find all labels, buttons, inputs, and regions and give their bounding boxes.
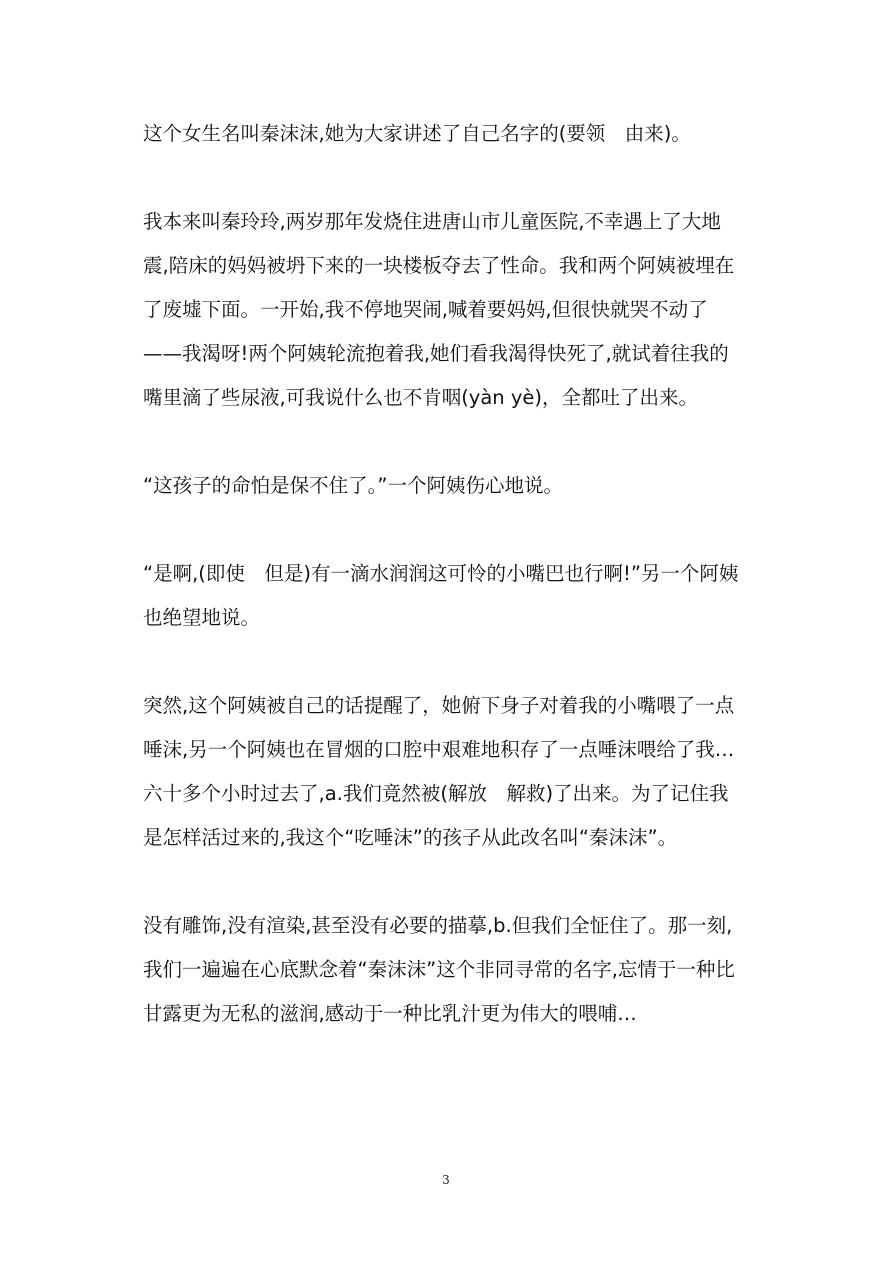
paragraph-rescue: 突然,这个阿姨被自己的话提醒了，她俯下身子对着我的小嘴喂了一点唾沫,另一个阿姨也在冒烟的口腔中艰难地积存了一点唾沫喂给了我…六十多个小时过去了,a.我们竟然被(解放 解救)了出来。为了记住我是怎样活过来的,我这个“吃唾沫”的孩子从此改名叫“秦沫沫”。 [143, 694, 735, 849]
paragraph-aunt-quote-2: “是啊,(即使 但是)有一滴水润润这可怜的小嘴巴也行啊!”另一个阿姨也绝望地说。 [143, 562, 739, 629]
page-number: 3 [442, 1173, 450, 1187]
paragraph-intro: 这个女生名叫秦沫沫,她为大家讲述了自己名字的(要领 由来)。 [143, 122, 691, 145]
paragraph-earthquake-story: 我本来叫秦玲玲,两岁那年发烧住进唐山市儿童医院,不幸遇上了大地震,陪床的妈妈被坍下来的一块楼板夺去了性命。我和两个阿姨被埋在了废墟下面。一开始,我不停地哭闹,喊着要妈妈,但很快就哭不动了——我渴呀!两个阿姨轮流抱着我,她们看我渴得快死了,就试着往我的嘴里滴了些尿液,可我说什么也不肯咽(yàn yè)，全都吐了出来。 [143, 210, 735, 409]
paragraph-aunt-quote-1: “这孩子的命怕是保不住了。”一个阿姨伤心地说。 [143, 474, 563, 497]
document-body [143, 112, 743, 1036]
paragraph-reflection: 没有雕饰,没有渲染,甚至没有必要的描摹,b.但我们全怔住了。那一刻,我们一遍遍在心底默念着“秦沫沫”这个非同寻常的名字,忘情于一种比甘露更为无私的滋润,感动于一种比乳汁更为伟大的喂哺… [143, 914, 735, 1025]
